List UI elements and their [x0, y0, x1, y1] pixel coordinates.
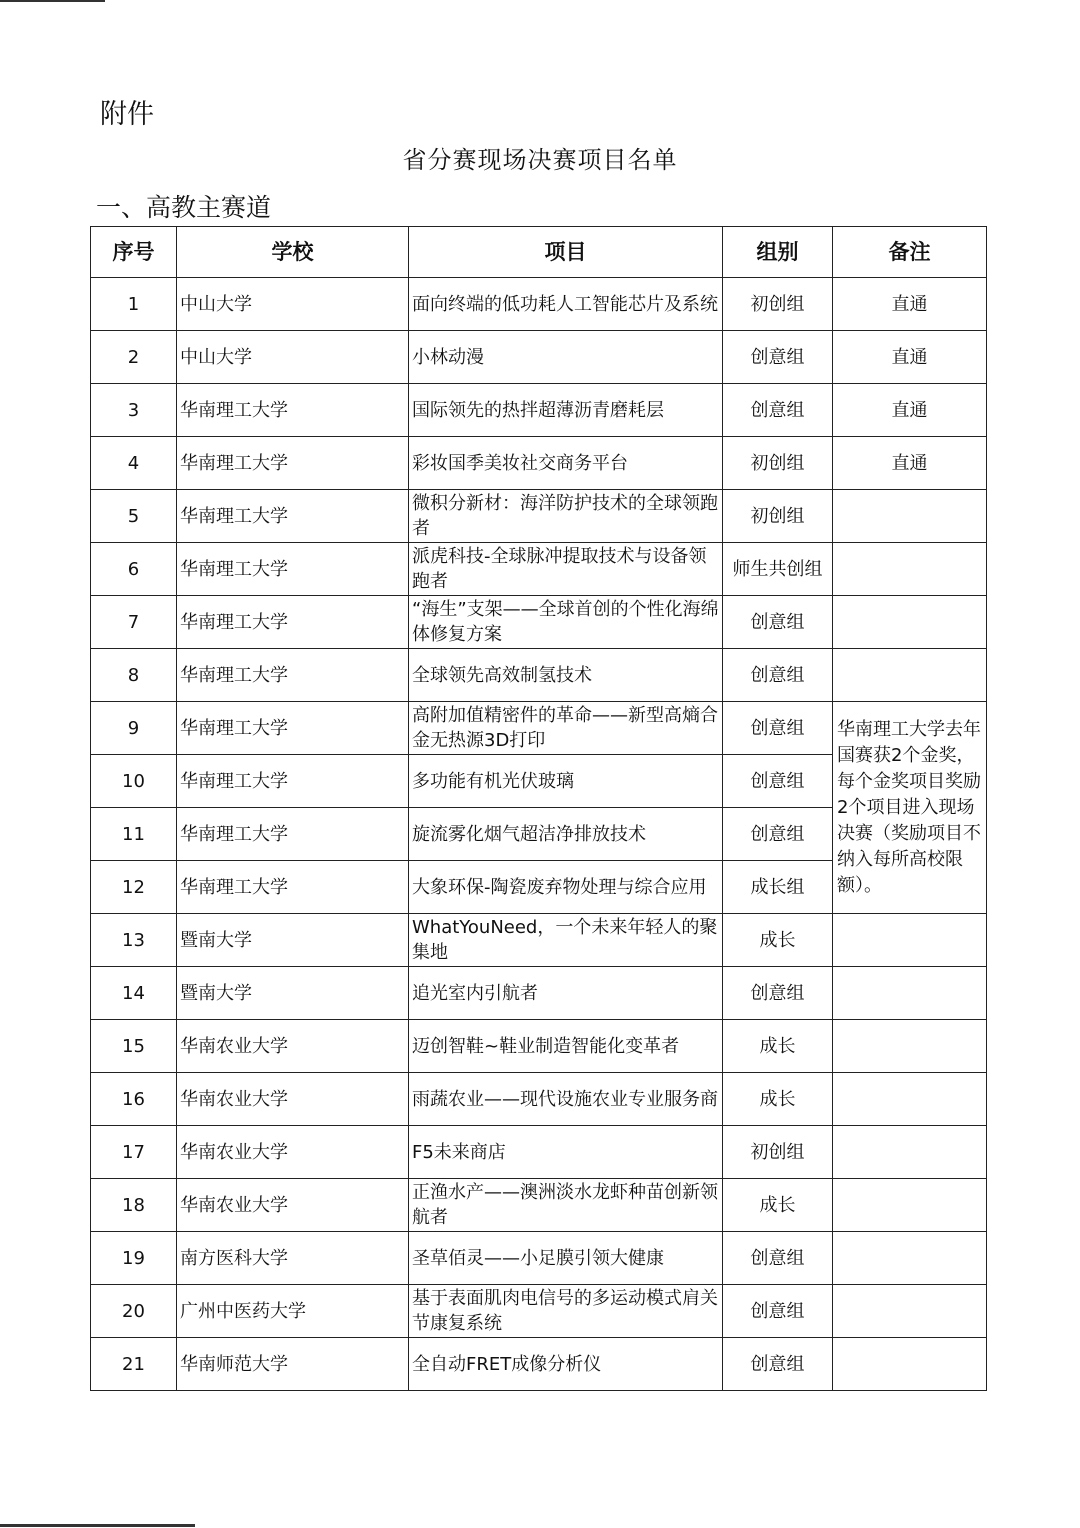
header-no: 序号	[91, 227, 177, 278]
row-number: 8	[91, 649, 177, 702]
row-school: 华南理工大学	[177, 543, 409, 596]
table-row	[91, 649, 987, 702]
row-school: 华南理工大学	[177, 437, 409, 490]
scan-edge-line	[0, 0, 105, 2]
row-number: 6	[91, 543, 177, 596]
row-note	[833, 967, 987, 1020]
table-row	[91, 1232, 987, 1285]
row-project: 高附加值精密件的革命——新型高熵合金无热源3D打印	[409, 702, 723, 755]
section-title: 一、高教主赛道	[96, 193, 272, 222]
row-number: 19	[91, 1232, 177, 1285]
row-group: 初创组	[723, 490, 833, 543]
row-number: 3	[91, 384, 177, 437]
row-number: 4	[91, 437, 177, 490]
row-number: 2	[91, 331, 177, 384]
table-body	[91, 278, 987, 1391]
row-number: 12	[91, 861, 177, 914]
row-number: 16	[91, 1073, 177, 1126]
table-row	[91, 278, 987, 331]
row-number: 14	[91, 967, 177, 1020]
row-project: WhatYouNeed，一个未来年轻人的聚集地	[409, 914, 723, 967]
row-school: 华南师范大学	[177, 1338, 409, 1391]
row-group: 创意组	[723, 702, 833, 755]
table-row	[91, 490, 987, 543]
table-row	[91, 1285, 987, 1338]
row-project: 全球领先高效制氢技术	[409, 649, 723, 702]
row-number: 5	[91, 490, 177, 543]
row-number: 9	[91, 702, 177, 755]
row-number: 11	[91, 808, 177, 861]
attachment-label: 附件	[100, 99, 154, 130]
table-row	[91, 384, 987, 437]
table-row	[91, 967, 987, 1020]
row-number: 13	[91, 914, 177, 967]
table-row	[91, 1179, 987, 1232]
row-school: 华南农业大学	[177, 1020, 409, 1073]
row-group: 创意组	[723, 1338, 833, 1391]
row-note	[833, 649, 987, 702]
scan-edge-line-bottom	[0, 1524, 195, 1527]
row-group: 成长	[723, 1073, 833, 1126]
row-group: 创意组	[723, 967, 833, 1020]
row-number: 1	[91, 278, 177, 331]
row-group: 初创组	[723, 437, 833, 490]
row-note	[833, 490, 987, 543]
row-group: 创意组	[723, 649, 833, 702]
row-note	[833, 543, 987, 596]
row-project: 全自动FRET成像分析仪	[409, 1338, 723, 1391]
row-school: 华南理工大学	[177, 384, 409, 437]
row-note	[833, 1285, 987, 1338]
row-school: 华南理工大学	[177, 649, 409, 702]
row-project: 迈创智鞋~鞋业制造智能化变革者	[409, 1020, 723, 1073]
row-number: 18	[91, 1179, 177, 1232]
row-school: 华南农业大学	[177, 1126, 409, 1179]
row-number: 17	[91, 1126, 177, 1179]
row-project: 国际领先的热拌超薄沥青磨耗层	[409, 384, 723, 437]
table-row	[91, 1126, 987, 1179]
row-project: 旋流雾化烟气超洁净排放技术	[409, 808, 723, 861]
table-row	[91, 1338, 987, 1391]
table-row	[91, 543, 987, 596]
row-project: 小林动漫	[409, 331, 723, 384]
row-note	[833, 596, 987, 649]
table-row	[91, 596, 987, 649]
row-group: 创意组	[723, 1285, 833, 1338]
row-note	[833, 914, 987, 967]
row-note	[833, 1020, 987, 1073]
row-group: 创意组	[723, 755, 833, 808]
row-group: 成长组	[723, 861, 833, 914]
document-title: 省分赛现场决赛项目名单	[402, 146, 678, 174]
row-project: 基于表面肌肉电信号的多运动模式肩关节康复系统	[409, 1285, 723, 1338]
row-project: F5未来商店	[409, 1126, 723, 1179]
table-row	[91, 1020, 987, 1073]
row-group: 创意组	[723, 596, 833, 649]
row-project: 正渔水产——澳洲淡水龙虾种苗创新领航者	[409, 1179, 723, 1232]
row-project: 追光室内引航者	[409, 967, 723, 1020]
row-project: 派虎科技-全球脉冲提取技术与设备领跑者	[409, 543, 723, 596]
row-school: 广州中医药大学	[177, 1285, 409, 1338]
row-number: 20	[91, 1285, 177, 1338]
row-note	[833, 1179, 987, 1232]
row-school: 华南农业大学	[177, 1073, 409, 1126]
row-group: 成长	[723, 1020, 833, 1073]
row-number: 7	[91, 596, 177, 649]
row-group: 创意组	[723, 1232, 833, 1285]
row-group: 师生共创组	[723, 543, 833, 596]
row-project: 面向终端的低功耗人工智能芯片及系统	[409, 278, 723, 331]
merged-note-cell: 华南理工大学去年国赛获2个金奖，每个金奖项目奖励2个项目进入现场决赛（奖励项目不纳入每所高校限额）。	[833, 702, 987, 914]
row-school: 华南理工大学	[177, 755, 409, 808]
row-note: 直通	[833, 331, 987, 384]
row-school: 华南理工大学	[177, 808, 409, 861]
table-row	[91, 702, 987, 755]
row-group: 创意组	[723, 331, 833, 384]
row-school: 华南理工大学	[177, 596, 409, 649]
table-row	[91, 437, 987, 490]
row-note	[833, 1073, 987, 1126]
header-group: 组别	[723, 227, 833, 278]
row-project: 大象环保-陶瓷废弃物处理与综合应用	[409, 861, 723, 914]
row-project: 多功能有机光伏玻璃	[409, 755, 723, 808]
row-note: 直通	[833, 437, 987, 490]
header-project: 项目	[409, 227, 723, 278]
row-project: 彩妆国季美妆社交商务平台	[409, 437, 723, 490]
row-school: 华南理工大学	[177, 861, 409, 914]
row-school: 暨南大学	[177, 967, 409, 1020]
header-note: 备注	[833, 227, 987, 278]
row-note	[833, 1232, 987, 1285]
row-project: 微积分新材：海洋防护技术的全球领跑者	[409, 490, 723, 543]
row-note	[833, 1126, 987, 1179]
table-header-row	[91, 227, 987, 278]
row-school: 中山大学	[177, 331, 409, 384]
row-school: 中山大学	[177, 278, 409, 331]
row-number: 15	[91, 1020, 177, 1073]
row-group: 初创组	[723, 278, 833, 331]
row-group: 成长	[723, 1179, 833, 1232]
row-school: 华南理工大学	[177, 702, 409, 755]
row-note	[833, 1338, 987, 1391]
row-note: 直通	[833, 384, 987, 437]
row-school: 暨南大学	[177, 914, 409, 967]
table-row	[91, 1073, 987, 1126]
row-group: 初创组	[723, 1126, 833, 1179]
table-row	[91, 331, 987, 384]
row-project: 雨蔬农业——现代设施农业专业服务商	[409, 1073, 723, 1126]
row-note: 直通	[833, 278, 987, 331]
header-school: 学校	[177, 227, 409, 278]
row-group: 创意组	[723, 808, 833, 861]
row-school: 华南理工大学	[177, 490, 409, 543]
row-group: 成长	[723, 914, 833, 967]
row-number: 10	[91, 755, 177, 808]
row-school: 南方医科大学	[177, 1232, 409, 1285]
row-number: 21	[91, 1338, 177, 1391]
table-row	[91, 914, 987, 967]
row-project: 圣草佰灵——小足膜引领大健康	[409, 1232, 723, 1285]
row-project: “海生”支架——全球首创的个性化海绵体修复方案	[409, 596, 723, 649]
project-table	[90, 226, 987, 1391]
row-school: 华南农业大学	[177, 1179, 409, 1232]
row-group: 创意组	[723, 384, 833, 437]
